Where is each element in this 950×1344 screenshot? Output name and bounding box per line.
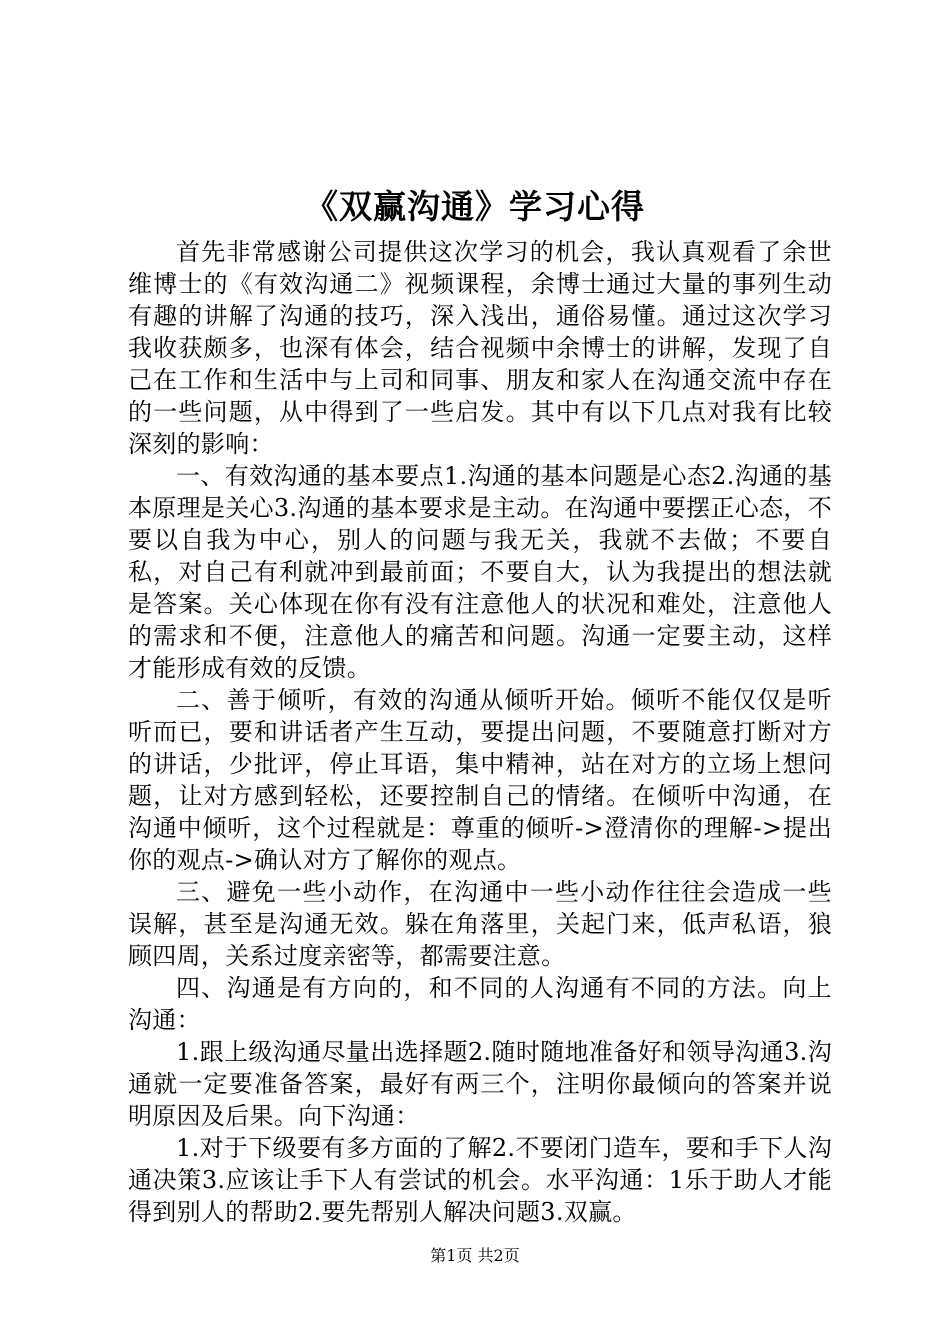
paragraph-point-1: 一、有效沟通的基本要点1.沟通的基本问题是心态2.沟通的基本原理是关心3.沟通的基本要求是主动。在沟通中要摆正心态，不要以自我为中心，别人的问题与我无关，我就不去做；不要自私，对自己有利就冲到最前面；不要自大，认为我提出的想法就是答案。关心体现在你有没有注意他人的状况和难处，注意他人的需求和不便，注意他人的痛苦和问题。沟通一定要主动，这样才能形成有效的反馈。 [128, 462, 832, 682]
paragraph-point-4: 四、沟通是有方向的，和不同的人沟通有不同的方法。向上沟通： [128, 974, 832, 1034]
paragraph-intro: 首先非常感谢公司提供这次学习的机会，我认真观看了余世维博士的《有效沟通二》视频课程，余博士通过大量的事列生动有趣的讲解了沟通的技巧，深入浅出，通俗易懂。通过这次学习我收获颇多，也深有体会，结合视频中余博士的讲解，发现了自己在工作和生活中与上司和同事、朋友和家人在沟通交流中存在的一些问题，从中得到了一些启发。其中有以下几点对我有比较深刻的影响： [128, 238, 832, 458]
paragraph-upward: 1.跟上级沟通尽量出选择题2.随时随地准备好和领导沟通3.沟通就一定要准备答案，最好有两三个，注明你最倾向的答案并说明原因及后果。向下沟通： [128, 1038, 832, 1130]
paragraph-downward: 1.对于下级要有多方面的了解2.不要闭门造车，要和手下人沟通决策3.应该让手下人有尝试的机会。水平沟通：1乐于助人才能得到别人的帮助2.要先帮别人解决问题3.双赢。 [128, 1134, 832, 1226]
paragraph-point-3: 三、避免一些小动作，在沟通中一些小动作往往会造成一些误解，甚至是沟通无效。躲在角落里，关起门来，低声私语，狼顾四周，关系过度亲密等，都需要注意。 [128, 878, 832, 970]
paragraph-point-2: 二、善于倾听，有效的沟通从倾听开始。倾听不能仅仅是听听而已，要和讲话者产生互动，要提出问题，不要随意打断对方的讲话，少批评，停止耳语，集中精神，站在对方的立场上想问题，让对方感到轻松，还要控制自己的情绪。在倾听中沟通，在沟通中倾听，这个过程就是：尊重的倾听->澄清你的理解->提出你的观点->确认对方了解你的观点。 [128, 686, 832, 874]
document-body [128, 236, 832, 1228]
page-footer: 第1页 共2页 [430, 1246, 520, 1265]
document-title: 《双赢沟通》学习心得 [305, 187, 645, 226]
